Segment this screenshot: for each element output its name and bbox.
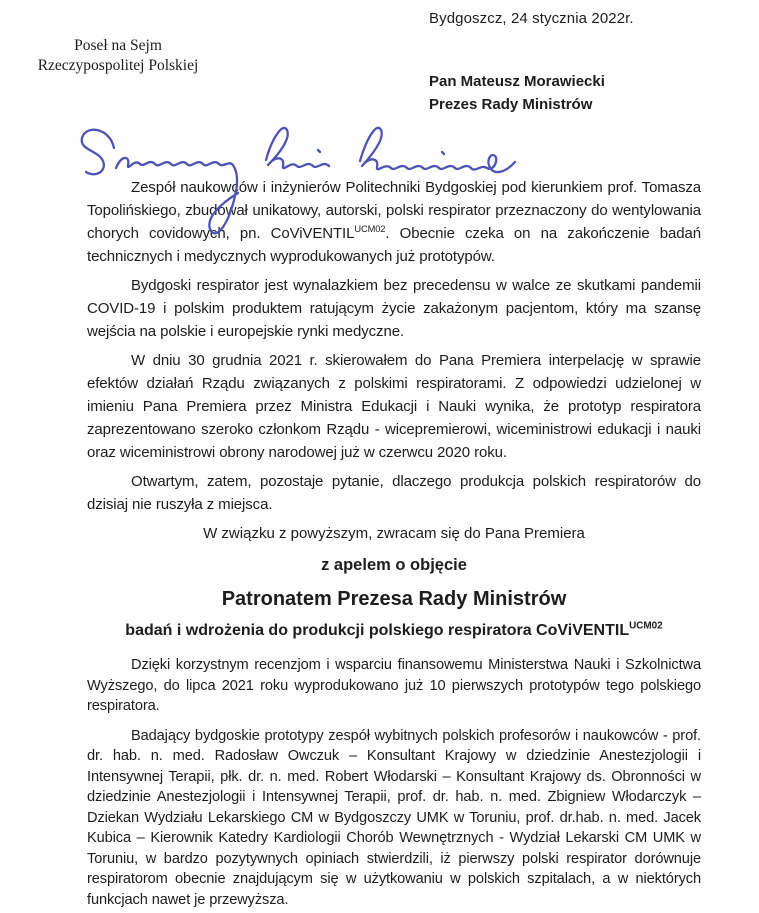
paragraph-2: Bydgoski respirator jest wynalazkiem bez precedensu w walce ze skutkami pandemii COVID-19 i polskim produktem ratującym życie zakażonym pacjentom, który ma szansę wejścia na polskie i europejskie rynki medyczne. bbox=[87, 277, 701, 340]
sender-line-2: Rzeczypospolitej Polskiej bbox=[37, 57, 199, 74]
handwritten-salutation bbox=[70, 116, 520, 251]
letter-body bbox=[87, 176, 701, 913]
superscript-ucm02: UCM02 bbox=[354, 224, 386, 234]
appeal-line: z apelem o objęcie bbox=[321, 556, 467, 574]
paragraph-1-text: Zespół naukowców i inżynierów Politechniki Bydgoskiej pod kierunkiem prof. Tomasza Topolińskiego, zbudował unikatowy, autorski, polski respirator przeznaczony do wentylowania chorych covidowych, pn. CoViVENTIL bbox=[87, 179, 701, 242]
sender-block bbox=[14, 36, 222, 76]
paragraph-3: W dniu 30 grudnia 2021 r. skierowałem do Pana Premiera interpelację w sprawie efektów działań Rządu związanych z polskimi respiratorami. Z odpowiedzi udzielonej w imieniu Pana Premiera przez Ministra Edukacji i Nauki wynika, że prototyp respiratora zaprezentowano szeroko członkom Rządu - wicepremierowi, wiceministrowi edukacji i nauki oraz wiceministrowi obrony narodowej już w czerwcu 2020 roku. bbox=[87, 352, 701, 461]
appeal-subtitle-text: badań i wdrożenia do produkcji polskiego respiratora CoViVENTIL bbox=[125, 622, 630, 639]
appeal-subtitle bbox=[87, 620, 701, 641]
recipient-block bbox=[429, 71, 605, 116]
recipient-title: Prezes Rady Ministrów bbox=[429, 95, 593, 113]
sender-line-1: Poseł na Sejm bbox=[74, 37, 162, 54]
paragraph-4: Otwartym, zatem, pozostaje pytanie, dlaczego produkcja polskich respiratorów do dzisiaj nie ruszyła z miejsca. bbox=[87, 473, 701, 513]
recipient-name: Pan Mateusz Morawiecki bbox=[429, 73, 605, 90]
appeal-title: Patronatem Prezesa Rady Ministrów bbox=[221, 588, 567, 610]
appeal-intro: W związku z powyższym, zwracam się do Pana Premiera bbox=[203, 525, 585, 542]
paragraph-5: Dzięki korzystnym recenzjom i wsparciu finansowemu Ministerstwa Nauki i Szkolnictwa Wyższego, do lipca 2021 roku wyprodukowano już 10 pierwszych prototypów tego polskiego respiratora. bbox=[87, 657, 701, 714]
superscript-ucm02-heading: UCM02 bbox=[629, 620, 663, 632]
date-line: Bydgoszcz, 24 stycznia 2022r. bbox=[429, 10, 634, 27]
paragraph-1-text-cont: . Obecnie czeka on na zakończenie badań technicznych i medycznych wyprodukowanych już prototypów. bbox=[87, 225, 702, 265]
ink-strokes bbox=[82, 128, 515, 234]
paragraph-6: Badający bydgoskie prototypy zespół wybitnych polskich profesorów i naukowców - prof. dr. hab. n. med. Radosław Owczuk – Konsultant Krajowy w dziedzinie Anestezjologii i Intensywnej Terapii, płk. dr. n. med. Robert Włodarski – Konsultant Krajowy ds. Obronności w dziedzinie Anestezjologii i Intensywnej Terapii, prof. dr. hab. n. med. Zbigniew Włodarczyk – Dziekan Wydziału Lekarskiego CM w Bydgoszczy UMK w Toruniu, prof. dr.hab. n. med. Jacek Kubica – Kierownik Katedry Kardiologii Chorób Wewnętrznych - Wydział Lekarski CM UMK w Toruniu, w bardzo pozytywnych opiniach stwierdzili, iż pierwszy polski respirator dorównuje respiratorom obecnie znajdującym się w użytkowaniu w polskich szpitalach, a w niektórych funkcjach nawet je przewyższa. bbox=[87, 727, 701, 908]
